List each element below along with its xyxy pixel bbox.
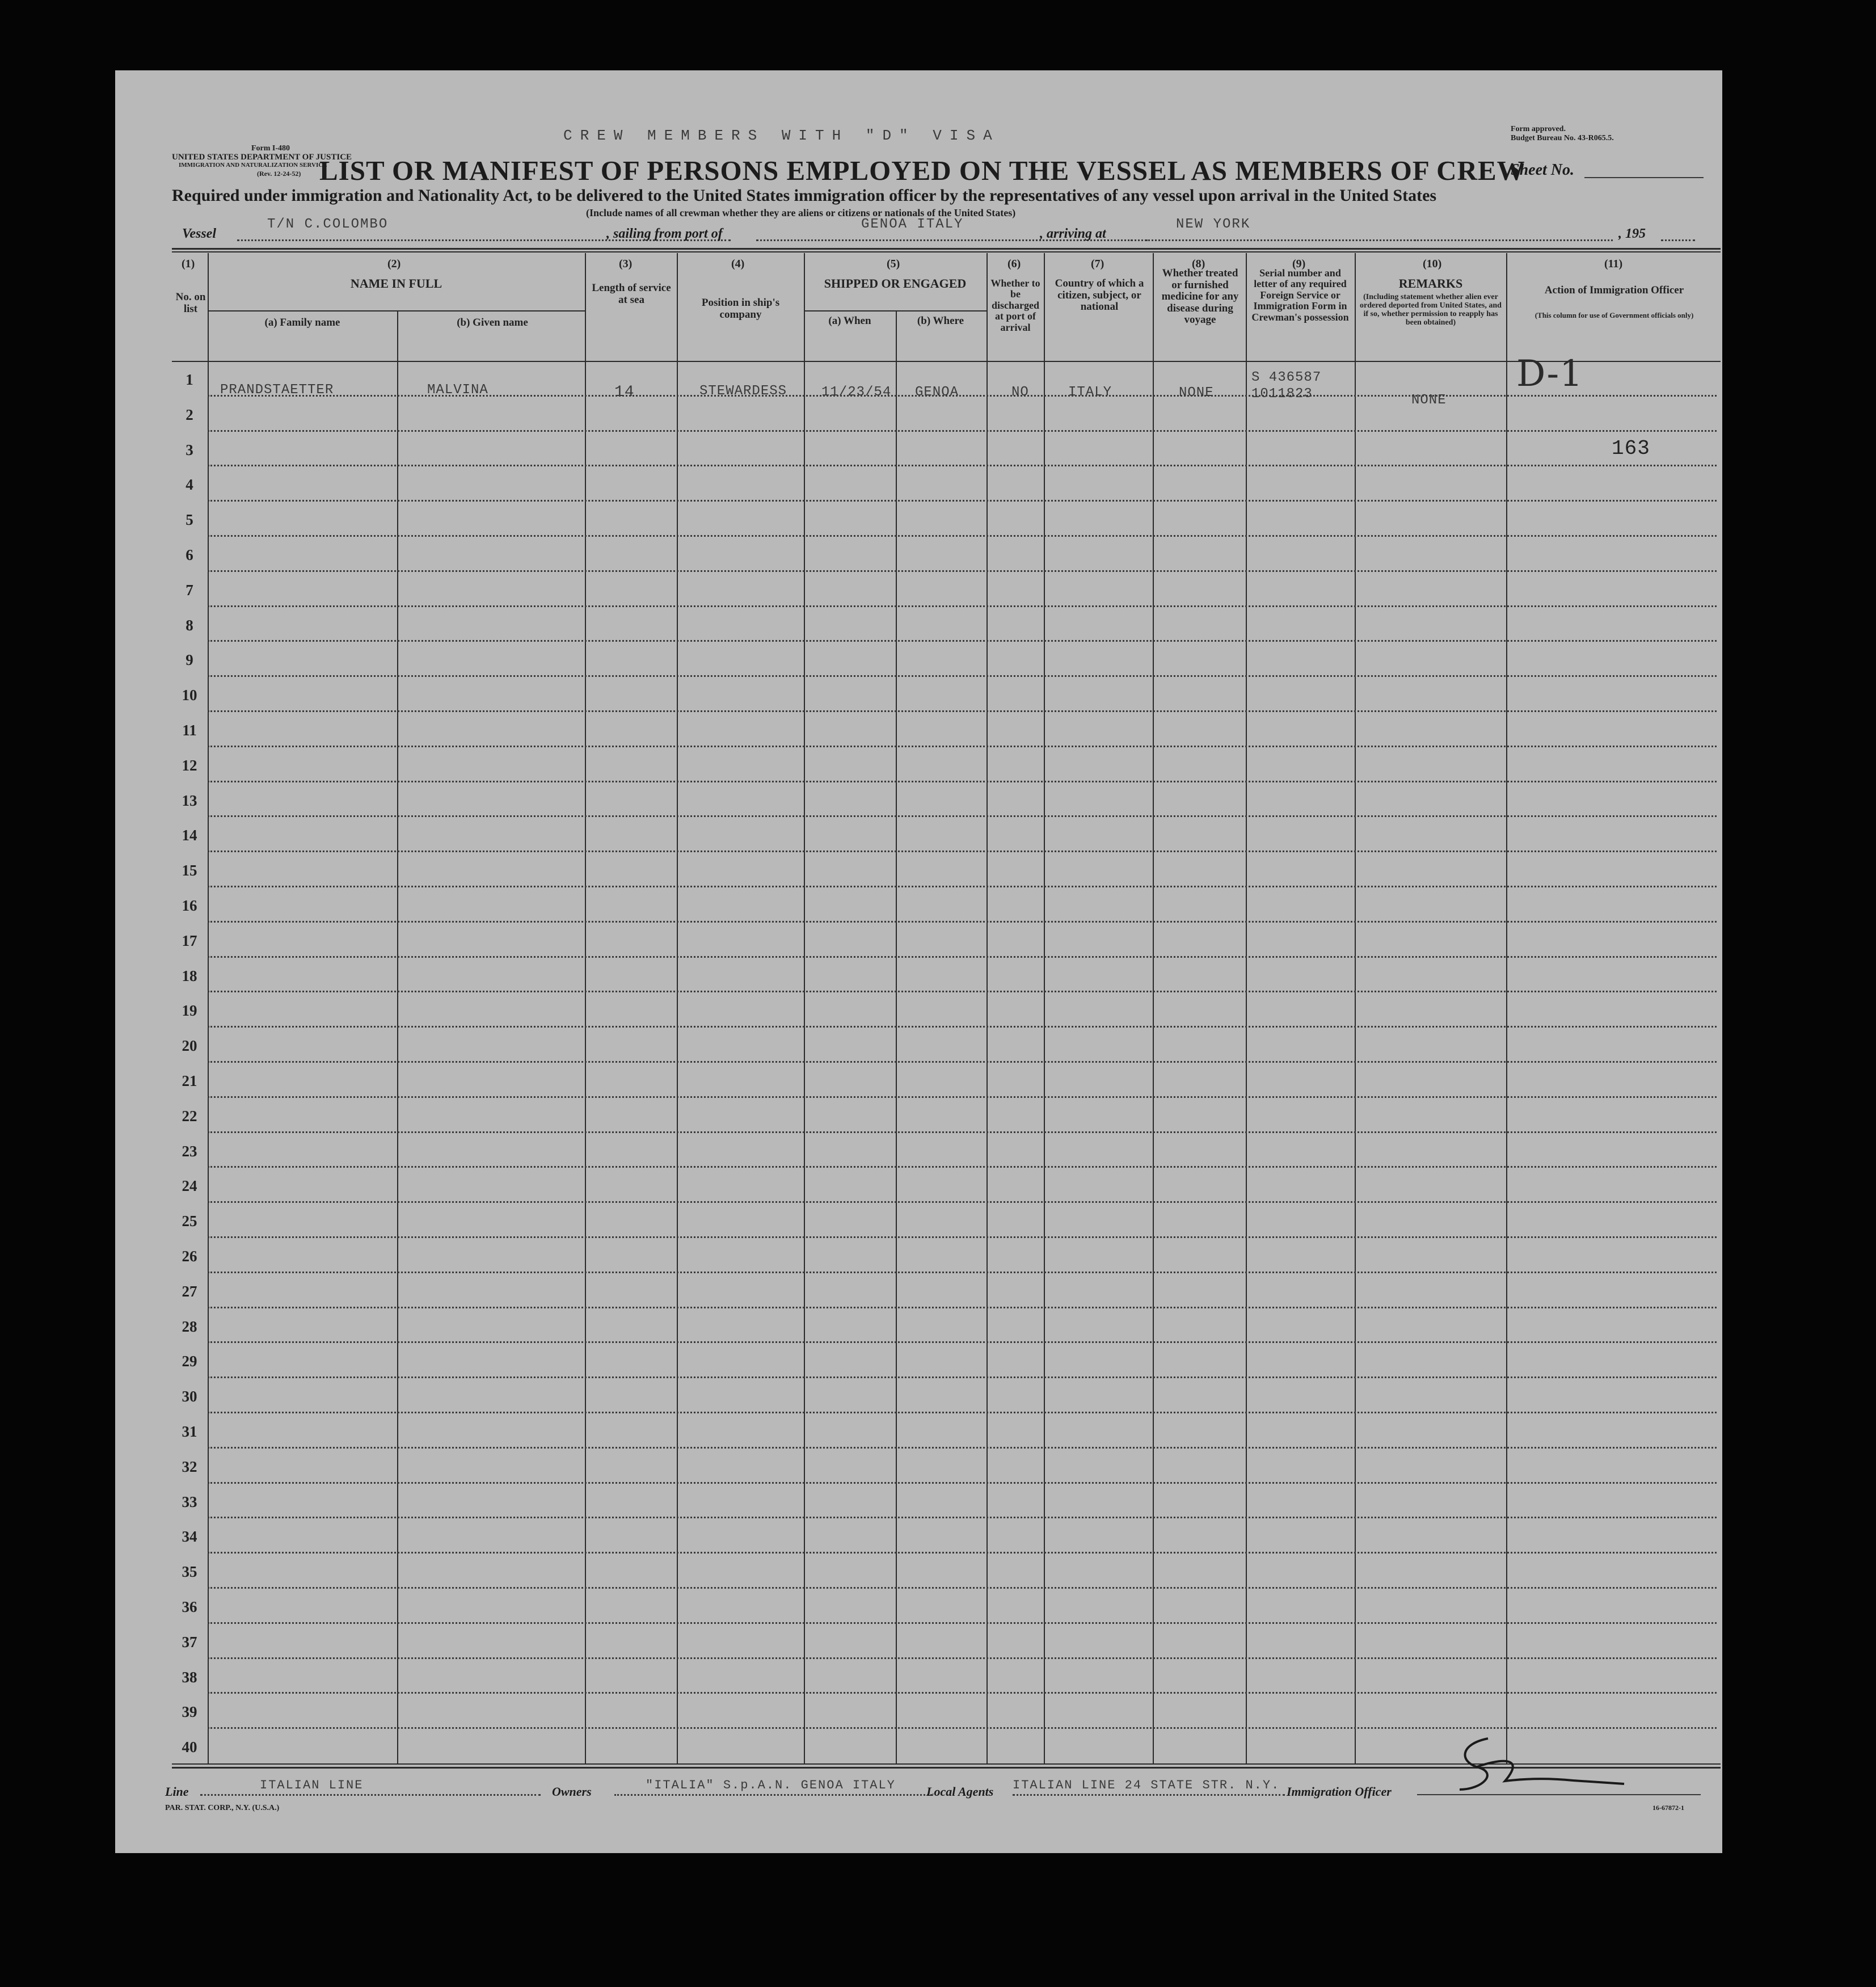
page-title: LIST OR MANIFEST OF PERSONS EMPLOYED ON THE VESSEL AS MEMBERS OF CREW [319,155,1525,186]
service: IMMIGRATION AND NATURALIZATION SERVICE [179,162,327,169]
entry-discharged: NO [1011,385,1029,400]
row-number: 39 [182,1703,197,1721]
row-rule [208,640,1717,642]
row-rule [208,395,1717,397]
row-number: 22 [182,1107,197,1125]
vessel-value: T/N C.COLOMBO [267,217,389,232]
row-rule [208,1236,1717,1238]
row-rule [208,1307,1717,1308]
row-number: 31 [182,1423,197,1440]
row-number: 23 [182,1142,197,1160]
col-2b-header: (b) Given name [457,317,528,329]
row-number: 3 [186,441,193,458]
col-divider-5a [896,310,897,1763]
col-2a-header: (a) Family name [264,317,340,329]
footer-agents-rule [1013,1794,1285,1796]
date-line [1414,239,1613,241]
col-11-note: (This column for use of Government officials only) [1534,311,1694,319]
col-divider-10 [1506,253,1507,1763]
row-rule [208,1692,1717,1694]
row-number: 30 [182,1388,197,1405]
col-9-header: Serial number and letter of any required Foreign Service or Immigration Form in Crewman's possession [1251,267,1349,323]
row-rule [208,1482,1717,1484]
row-number: 16 [182,897,197,914]
row-number: 15 [182,862,197,879]
row-number: 27 [182,1282,197,1300]
col-11-header: Action of Immigration Officer [1544,284,1684,296]
note: (Include names of all crewman whether they are aliens or citizens or nationals of the United States) [586,207,1016,218]
row-number: 29 [182,1353,197,1370]
entry-when: 11/23/54 [821,385,892,400]
col-divider-5 [987,253,988,1763]
row-number: 13 [182,792,197,809]
shipped-subheader-rule [804,310,987,311]
col-10-header: REMARKS [1398,276,1463,291]
row-rule [208,1341,1717,1343]
entry-given-name: MALVINA [427,382,488,398]
row-number: 34 [182,1528,197,1546]
col-divider-6 [1044,253,1045,1763]
year-label: , 195 [1618,226,1646,241]
col-3-number: (3) [619,258,633,270]
sheet-label: Sheet No. [1511,161,1574,179]
row-number: 24 [182,1177,197,1195]
col-10-note: (Including statement whether alien ever ordered deported from United States, and if so, whether permission to reapply has been obtained) [1360,293,1502,327]
header-bottom-rule [172,361,1721,362]
footer-owners-value: "ITALIA" S.p.A.N. GENOA ITALY [646,1778,896,1792]
footer-line-label: Line [165,1784,189,1799]
row-rule [208,1096,1717,1098]
row-number: 10 [182,687,197,704]
row-rule [208,1552,1717,1554]
col-divider-8 [1246,253,1247,1763]
col-7-number: (7) [1091,258,1104,270]
row-number: 35 [182,1563,197,1581]
signature-mark [1437,1727,1687,1812]
vessel-label: Vessel [182,226,216,241]
row-number: 33 [182,1493,197,1510]
row-rule [208,570,1717,572]
col-divider-4 [804,253,805,1763]
row-rule [208,1412,1717,1413]
row-number: 36 [182,1598,197,1615]
row-number: 6 [186,546,193,563]
row-number: 11 [182,722,197,739]
row-rule [208,465,1717,466]
row-number: 12 [182,756,197,774]
row-rule [208,851,1717,852]
row-rule [208,675,1717,677]
arriving-value: NEW YORK [1176,217,1251,232]
col-3-header: Length of service at sea [592,282,671,306]
row-rule [208,921,1717,923]
row-rule [208,605,1717,607]
entry-medicine: NONE [1179,385,1214,401]
row-rule [208,886,1717,887]
row-number: 17 [182,932,197,949]
row-number: 38 [182,1668,197,1686]
form-code: 16-67872-1 [1652,1804,1684,1812]
sailing-label: , sailing from port of [606,226,723,241]
entry-where: GENOA [915,385,959,400]
revision: (Rev. 12-24-52) [257,170,301,178]
row-rule [208,1727,1717,1729]
footer-owners-rule [614,1794,932,1796]
col-divider-9 [1355,253,1356,1763]
footer-line-value: ITALIAN LINE [260,1778,364,1792]
col-5-header: SHIPPED OR ENGAGED [824,276,967,291]
form-number: Form I-480 [251,144,290,153]
footer-agents-value: ITALIAN LINE 24 STATE STR. N.Y. [1013,1778,1280,1792]
col-2-number: (2) [387,258,401,270]
row-rule [208,1272,1717,1273]
row-number: 28 [182,1317,197,1335]
entry-serial-2: 1011823 [1251,386,1313,402]
col-divider-7 [1153,253,1154,1763]
row-rule [208,991,1717,992]
row-rule [208,1657,1717,1659]
col-5-number: (5) [887,258,900,270]
col-5b-header: (b) Where [917,315,964,327]
footer-owners-label: Owners [552,1784,592,1799]
col-1-number: (1) [182,258,195,270]
row-rule [208,1026,1717,1028]
arriving-label: , arriving at [1040,226,1106,241]
row-rule [208,1376,1717,1378]
col-9-number: (9) [1292,258,1306,270]
col-2-header: NAME IN FULL [350,276,442,291]
row-number: 40 [182,1738,197,1756]
year-line [1661,239,1695,241]
table-top-rule-2 [172,251,1721,252]
col-4-header: Position in ship's company [701,297,780,321]
row-number: 19 [182,1002,197,1020]
row-rule [208,1166,1717,1168]
col-1-header: No. on list [175,291,206,315]
col-4-number: (4) [731,258,745,270]
entry-country: ITALY [1068,385,1112,400]
row-number: 37 [182,1633,197,1651]
approval-line-1: Form approved. [1511,125,1566,133]
row-number: 32 [182,1458,197,1475]
row-rule [208,1447,1717,1449]
row-number: 14 [182,827,197,844]
row-number: 25 [182,1213,197,1230]
col-5a-header: (a) When [828,315,871,327]
row-number: 18 [182,967,197,984]
row-rule [208,500,1717,502]
crew-visa-stamp: CREW MEMBERS WITH "D" VISA [563,127,1000,144]
row-rule [208,710,1717,712]
col-7-header: Country of which a citizen, subject, or national [1055,277,1144,313]
row-number: 5 [186,511,193,529]
row-rule [208,1201,1717,1203]
sheet-field [1584,177,1704,178]
row-number: 9 [186,651,193,669]
col-divider-2 [585,253,586,1763]
col-6-header: Whether to be discharged at port of arrival [990,277,1040,333]
printer-mark: PAR. STAT. CORP., N.Y. (U.S.A.) [165,1804,280,1812]
col-11-number: (11) [1604,258,1623,270]
footer-officer-rule [1417,1794,1701,1795]
row-number: 1 [186,371,193,388]
row-number: 2 [186,406,193,423]
approval-line-2: Budget Bureau No. 43-R065.5. [1511,134,1614,142]
name-subheader-rule [208,310,585,311]
manifest-sheet [115,70,1722,1853]
row-rule [208,1517,1717,1518]
entry-position: STEWARDESS [699,384,787,399]
row-rule [208,956,1717,958]
subtitle: Required under immigration and Nationality Act, to be delivered to the United States immigration officer by the representatives of any vessel upon arrival in the United States [172,186,1437,205]
department: UNITED STATES DEPARTMENT OF JUSTICE [172,153,352,162]
row-rule [208,1622,1717,1624]
row-rule [208,535,1717,537]
col-divider-2a [397,310,398,1763]
col-10-number: (10) [1423,258,1442,270]
row-number: 7 [186,581,193,599]
entry-serial-1: S 436587 [1251,370,1322,385]
col-8-number: (8) [1192,258,1205,270]
entry-service: 14 [614,384,635,401]
row-number: 4 [186,476,193,494]
col-8-header: Whether treated or furnished medicine for any disease during voyage [1161,267,1239,326]
col-6-number: (6) [1007,258,1021,270]
row-rule [208,1131,1717,1133]
footer-officer-label: Immigration Officer [1287,1784,1392,1799]
sailing-value: GENOA ITALY [861,217,964,232]
footer-line-rule [200,1794,541,1796]
row-rule [208,1061,1717,1063]
row-number: 21 [182,1072,197,1089]
entry-family-name: PRANDSTAETTER [220,382,334,398]
col-divider-3 [677,253,678,1763]
footer-agents-label: Local Agents [926,1784,994,1799]
row-rule [208,815,1717,817]
row-number: 8 [186,616,193,634]
row-number: 26 [182,1248,197,1265]
row-rule [208,430,1717,432]
entry-remarks: NONE [1411,393,1447,408]
table-top-rule-1 [172,248,1721,250]
row-rule [208,781,1717,782]
row-rule [208,1587,1717,1589]
row-rule [208,746,1717,747]
page-count-mark: 163 [1612,437,1650,460]
row-number: 20 [182,1037,197,1055]
entry-action-handwritten: D-1 [1516,353,1583,395]
